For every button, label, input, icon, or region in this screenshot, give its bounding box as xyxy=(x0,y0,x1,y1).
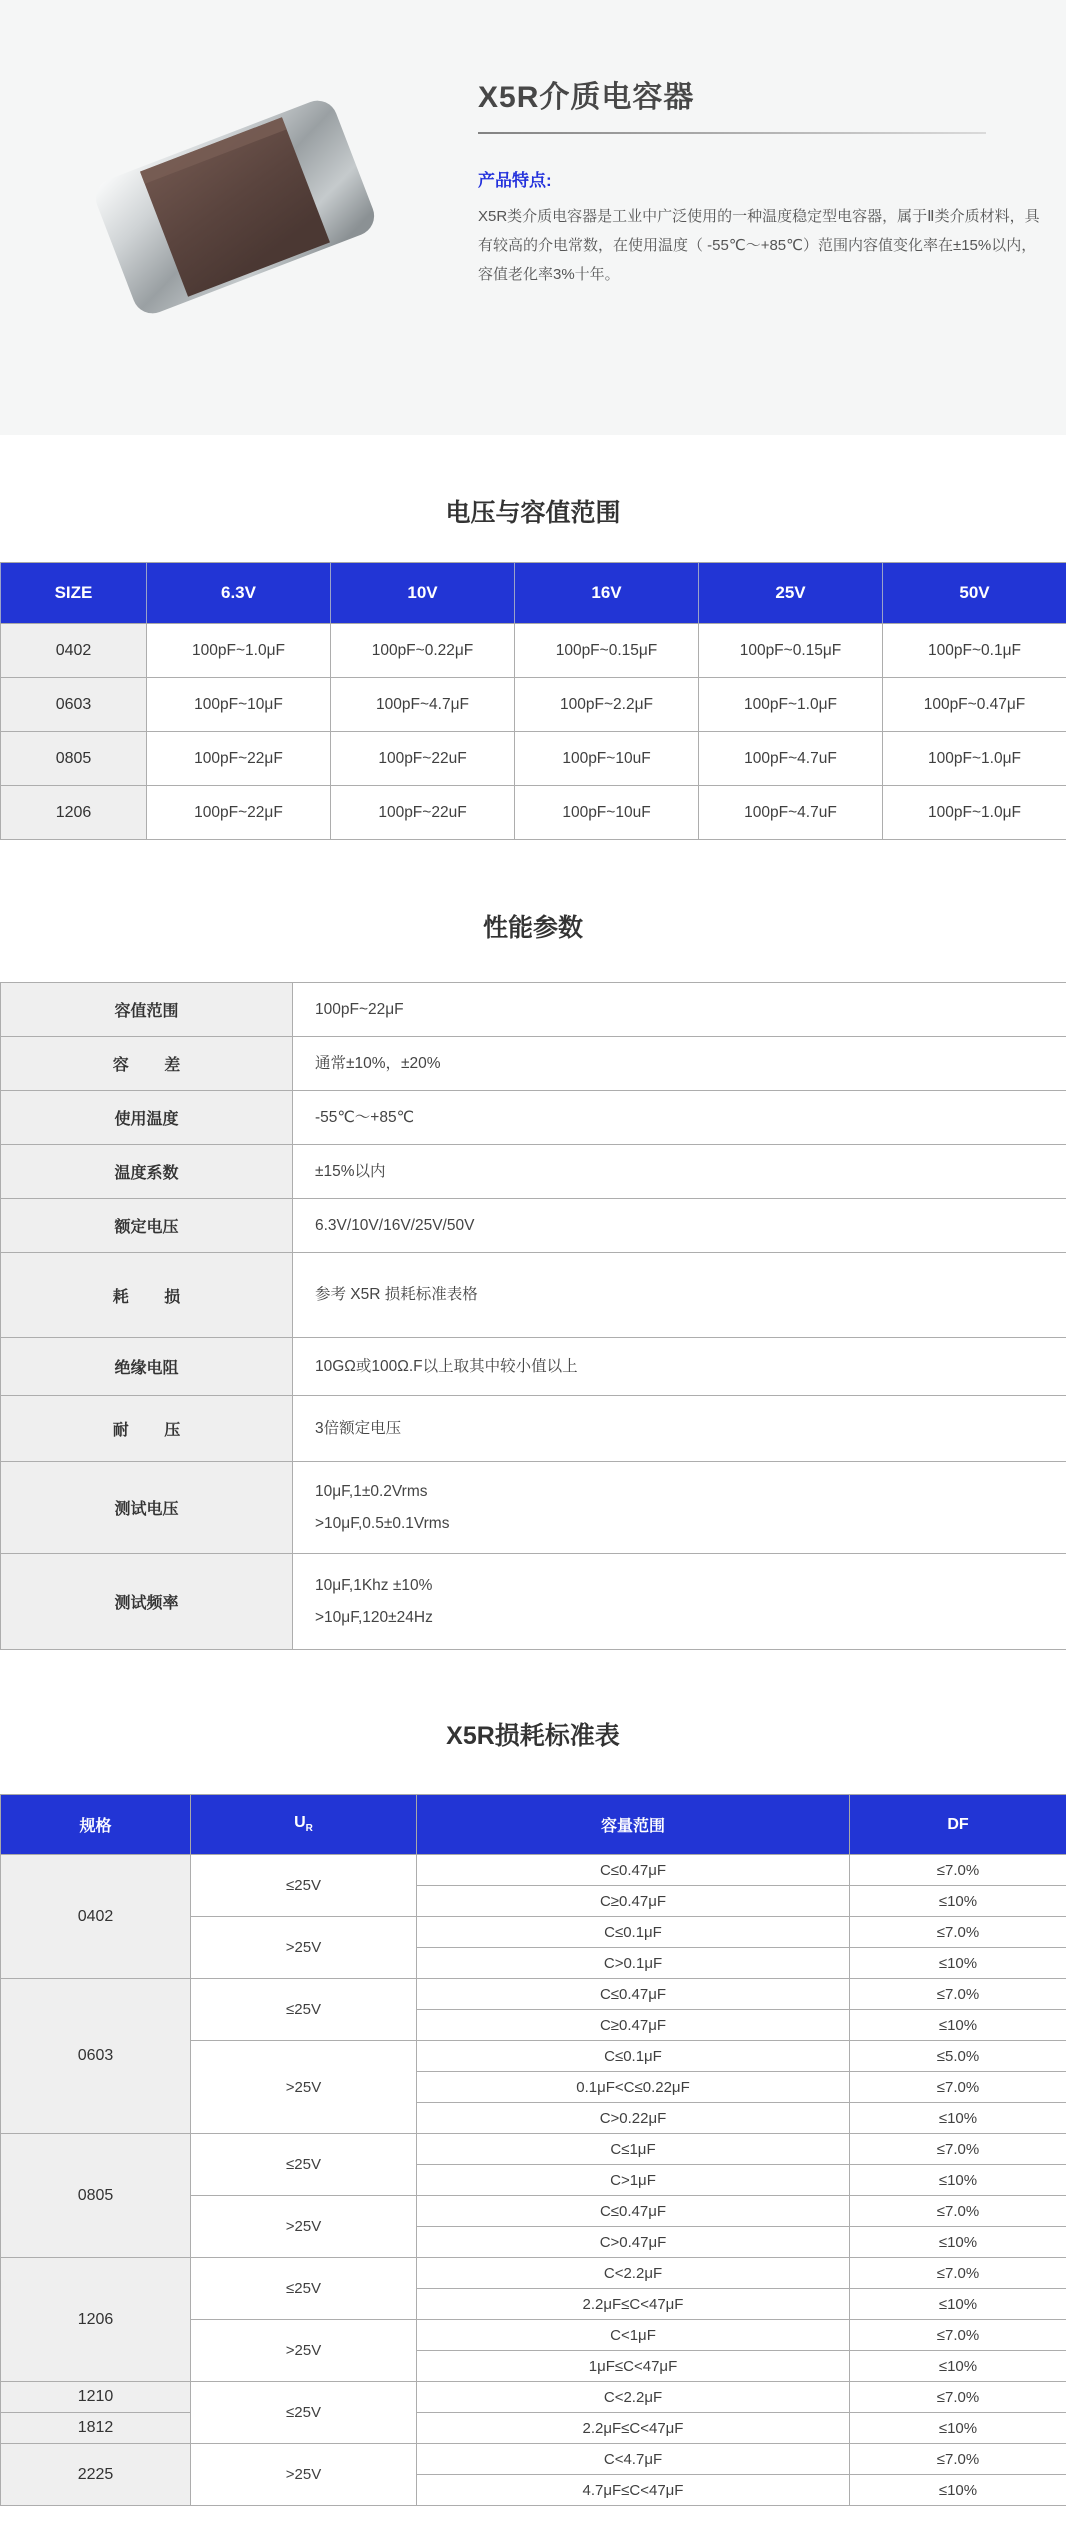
parameter-label-cell: 耐 压 xyxy=(1,1396,293,1462)
df-cell: ≤10% xyxy=(850,2103,1066,2134)
performance-table-row xyxy=(1,1145,1066,1199)
df-cell: ≤10% xyxy=(850,2165,1066,2196)
rated-voltage-cell: ≤25V xyxy=(191,2258,417,2320)
parameter-label-cell: 测试电压 xyxy=(1,1462,293,1554)
capacity-range-cell: C<1μF xyxy=(417,2320,850,2351)
rated-voltage-cell: >25V xyxy=(191,2444,417,2506)
capacitance-range-cell: 100pF~0.1μF xyxy=(883,624,1066,678)
capacity-range-cell: C<2.2μF xyxy=(417,2382,850,2413)
capacitance-range-cell: 100pF~10uF xyxy=(515,732,699,786)
size-cell: 2225 xyxy=(1,2444,191,2506)
parameter-value-line: 10μF,1Khz ±10% xyxy=(315,1576,433,1594)
capacity-range-cell: C>1μF xyxy=(417,2165,850,2196)
capacitance-range-cell: 100pF~0.15μF xyxy=(515,624,699,678)
parameter-label-cell: 温度系数 xyxy=(1,1145,293,1199)
voltage-table xyxy=(0,562,1066,840)
parameter-label-cell: 耗 损 xyxy=(1,1253,293,1338)
loss-header-capacity-range: 容量范围 xyxy=(417,1795,850,1855)
capacitance-range-cell: 100pF~0.47μF xyxy=(883,678,1066,732)
ur-subscript: R xyxy=(305,1823,313,1835)
parameter-value-line: >10μF,120±24Hz xyxy=(315,1608,433,1626)
df-cell: ≤10% xyxy=(850,1948,1066,1979)
parameter-label-cell: 额定电压 xyxy=(1,1199,293,1253)
parameter-value-cell xyxy=(293,1037,1066,1091)
df-cell: ≤10% xyxy=(850,2010,1066,2041)
hero-section xyxy=(0,0,1066,435)
size-cell: 0402 xyxy=(1,624,147,678)
performance-table-row xyxy=(1,1554,1066,1650)
parameter-value-line: 通常±10%，±20% xyxy=(315,1054,441,1072)
performance-table-row xyxy=(1,1091,1066,1145)
voltage-table-row xyxy=(1,624,1066,678)
capacity-range-cell: C≤1μF xyxy=(417,2134,850,2165)
size-cell: 0402 xyxy=(1,1855,191,1979)
capacitance-range-cell: 100pF~22μF xyxy=(147,732,331,786)
size-cell: 1210 xyxy=(1,2382,191,2413)
features-label: 产品特点: xyxy=(478,171,552,190)
performance-table-row xyxy=(1,1462,1066,1554)
performance-table-row xyxy=(1,1253,1066,1338)
capacity-range-cell: C≤0.47μF xyxy=(417,1855,850,1886)
capacity-range-cell: C>0.22μF xyxy=(417,2103,850,2134)
df-cell: ≤7.0% xyxy=(850,1979,1066,2010)
parameter-label-cell: 使用温度 xyxy=(1,1091,293,1145)
parameter-label-cell: 测试频率 xyxy=(1,1554,293,1650)
capacitance-range-cell: 100pF~10uF xyxy=(515,786,699,840)
size-cell: 0603 xyxy=(1,1979,191,2134)
capacitance-range-cell: 100pF~1.0μF xyxy=(883,786,1066,840)
rated-voltage-cell: ≤25V xyxy=(191,2134,417,2196)
capacity-range-cell: C≤0.47μF xyxy=(417,1979,850,2010)
df-cell: ≤7.0% xyxy=(850,2134,1066,2165)
capacity-range-cell: C<2.2μF xyxy=(417,2258,850,2289)
df-cell: ≤10% xyxy=(850,2289,1066,2320)
parameter-label-cell: 绝缘电阻 xyxy=(1,1338,293,1396)
rated-voltage-cell: ≤25V xyxy=(191,2382,417,2444)
voltage-table-header-row xyxy=(1,563,1066,624)
loss-table-row xyxy=(1,2413,1066,2444)
parameter-value-line: 3倍额定电压 xyxy=(315,1419,402,1437)
capacitance-range-cell: 100pF~0.15μF xyxy=(699,624,883,678)
capacitance-range-cell: 100pF~4.7μF xyxy=(331,678,515,732)
voltage-header-size: SIZE xyxy=(1,563,147,624)
parameter-value-cell xyxy=(293,1338,1066,1396)
capacitance-range-cell: 100pF~1.0μF xyxy=(699,678,883,732)
capacity-range-cell: C>0.47μF xyxy=(417,2227,850,2258)
loss-table xyxy=(0,1794,1066,2506)
size-cell: 1812 xyxy=(1,2413,191,2444)
df-cell: ≤10% xyxy=(850,2413,1066,2444)
df-cell: ≤10% xyxy=(850,2351,1066,2382)
capacity-range-cell: C≥0.47μF xyxy=(417,1886,850,1917)
rated-voltage-cell: >25V xyxy=(191,2320,417,2382)
rated-voltage-cell: ≤25V xyxy=(191,1855,417,1917)
voltage-header-10v: 10V xyxy=(331,563,515,624)
capacity-range-cell: 0.1μF<C≤0.22μF xyxy=(417,2072,850,2103)
capacity-range-cell: C>0.1μF xyxy=(417,1948,850,1979)
rated-voltage-cell: >25V xyxy=(191,2196,417,2258)
parameter-value-cell xyxy=(293,1253,1066,1338)
size-cell: 0805 xyxy=(1,2134,191,2258)
size-cell: 0805 xyxy=(1,732,147,786)
parameter-value-line: 6.3V/10V/16V/25V/50V xyxy=(315,1216,475,1234)
capacitance-range-cell: 100pF~4.7uF xyxy=(699,786,883,840)
df-cell: ≤10% xyxy=(850,2475,1066,2506)
capacitance-range-cell: 100pF~22μF xyxy=(147,786,331,840)
df-cell: ≤7.0% xyxy=(850,2072,1066,2103)
capacity-range-cell: C≥0.47μF xyxy=(417,2010,850,2041)
loss-header-df: DF xyxy=(850,1795,1066,1855)
parameter-value-line: 参考 X5R 损耗标准表格 xyxy=(315,1286,478,1303)
voltage-table-row xyxy=(1,732,1066,786)
performance-table xyxy=(0,982,1066,1650)
rated-voltage-cell: >25V xyxy=(191,2041,417,2134)
parameter-value-cell xyxy=(293,1145,1066,1199)
loss-table-header-row xyxy=(1,1795,1066,1855)
parameter-value-cell xyxy=(293,1554,1066,1650)
capacity-range-cell: C≤0.1μF xyxy=(417,1917,850,1948)
performance-section-title: 性能参数 xyxy=(482,914,583,942)
df-cell: ≤7.0% xyxy=(850,1855,1066,1886)
performance-table-row xyxy=(1,1396,1066,1462)
capacity-range-cell: 2.2μF≤C<47μF xyxy=(417,2289,850,2320)
loss-table-row xyxy=(1,1855,1066,1886)
df-cell: ≤7.0% xyxy=(850,2382,1066,2413)
parameter-label-cell: 容 差 xyxy=(1,1037,293,1091)
voltage-section-title: 电压与容值范围 xyxy=(445,499,621,527)
parameter-label-cell: 容值范围 xyxy=(1,983,293,1037)
size-cell: 0603 xyxy=(1,678,147,732)
rated-voltage-cell: ≤25V xyxy=(191,1979,417,2041)
loss-table-row xyxy=(1,2134,1066,2165)
capacity-range-cell: 4.7μF≤C<47μF xyxy=(417,2475,850,2506)
rated-voltage-cell: >25V xyxy=(191,1917,417,1979)
voltage-header-6v3: 6.3V xyxy=(147,563,331,624)
size-cell: 1206 xyxy=(1,786,147,840)
hero-text-block xyxy=(478,82,1044,289)
parameter-value-line: 10μF,1±0.2Vrms xyxy=(315,1482,428,1500)
capacitance-range-cell: 100pF~1.0μF xyxy=(147,624,331,678)
parameter-value-line: -55℃～+85℃ xyxy=(315,1108,415,1126)
df-cell: ≤7.0% xyxy=(850,2320,1066,2351)
performance-table-row xyxy=(1,1037,1066,1091)
df-cell: ≤7.0% xyxy=(850,1917,1066,1948)
capacitance-range-cell: 100pF~2.2μF xyxy=(515,678,699,732)
ur-main: U xyxy=(294,1814,306,1832)
capacity-range-cell: 1μF≤C<47μF xyxy=(417,2351,850,2382)
loss-table-row xyxy=(1,2382,1066,2413)
performance-table-row xyxy=(1,1199,1066,1253)
capacitance-range-cell: 100pF~4.7uF xyxy=(699,732,883,786)
voltage-table-row xyxy=(1,786,1066,840)
loss-header-ur xyxy=(191,1795,417,1855)
capacity-range-cell: C<4.7μF xyxy=(417,2444,850,2475)
capacity-range-cell: C≤0.47μF xyxy=(417,2196,850,2227)
loss-header-size: 规格 xyxy=(1,1795,191,1855)
loss-table-row xyxy=(1,2444,1066,2475)
parameter-value-line: ±15%以内 xyxy=(315,1162,386,1180)
parameter-value-cell xyxy=(293,983,1066,1037)
capacitance-range-cell: 100pF~0.22μF xyxy=(331,624,515,678)
parameter-value-line: 100pF~22μF xyxy=(315,1000,404,1018)
page-title: X5R介质电容器 xyxy=(478,81,695,114)
parameter-value-line: >10μF,0.5±0.1Vrms xyxy=(315,1514,450,1532)
df-cell: ≤5.0% xyxy=(850,2041,1066,2072)
capacitance-range-cell: 100pF~10μF xyxy=(147,678,331,732)
capacitance-range-cell: 100pF~22uF xyxy=(331,786,515,840)
parameter-value-cell xyxy=(293,1091,1066,1145)
parameter-value-cell xyxy=(293,1462,1066,1554)
capacitance-range-cell: 100pF~22uF xyxy=(331,732,515,786)
voltage-header-16v: 16V xyxy=(515,563,699,624)
df-cell: ≤7.0% xyxy=(850,2444,1066,2475)
df-cell: ≤10% xyxy=(850,2227,1066,2258)
df-cell: ≤10% xyxy=(850,1886,1066,1917)
loss-table-row xyxy=(1,1979,1066,2010)
capacitor-product-image xyxy=(85,78,385,343)
product-description: X5R类介质电容器是工业中广泛使用的一种温度稳定型电容器，属于Ⅱ类介质材料，具有较高的介电常数，在使用温度（ -55℃～+85℃）范围内容值变化率在±15%以内，容值老化率3%十年。 xyxy=(478,208,1040,283)
capacity-range-cell: 2.2μF≤C<47μF xyxy=(417,2413,850,2444)
performance-table-row xyxy=(1,983,1066,1037)
title-underline xyxy=(478,132,986,134)
parameter-value-cell xyxy=(293,1199,1066,1253)
capacitance-range-cell: 100pF~1.0μF xyxy=(883,732,1066,786)
voltage-header-50v: 50V xyxy=(883,563,1066,624)
performance-table-row xyxy=(1,1338,1066,1396)
parameter-value-line: 10GΩ或100Ω.F以上取其中较小值以上 xyxy=(315,1357,578,1375)
df-cell: ≤7.0% xyxy=(850,2196,1066,2227)
loss-table-row xyxy=(1,2258,1066,2289)
df-cell: ≤7.0% xyxy=(850,2258,1066,2289)
loss-section-title: X5R损耗标准表 xyxy=(446,1722,620,1750)
capacity-range-cell: C≤0.1μF xyxy=(417,2041,850,2072)
size-cell: 1206 xyxy=(1,2258,191,2382)
voltage-header-25v: 25V xyxy=(699,563,883,624)
parameter-value-cell xyxy=(293,1396,1066,1462)
voltage-table-row xyxy=(1,678,1066,732)
